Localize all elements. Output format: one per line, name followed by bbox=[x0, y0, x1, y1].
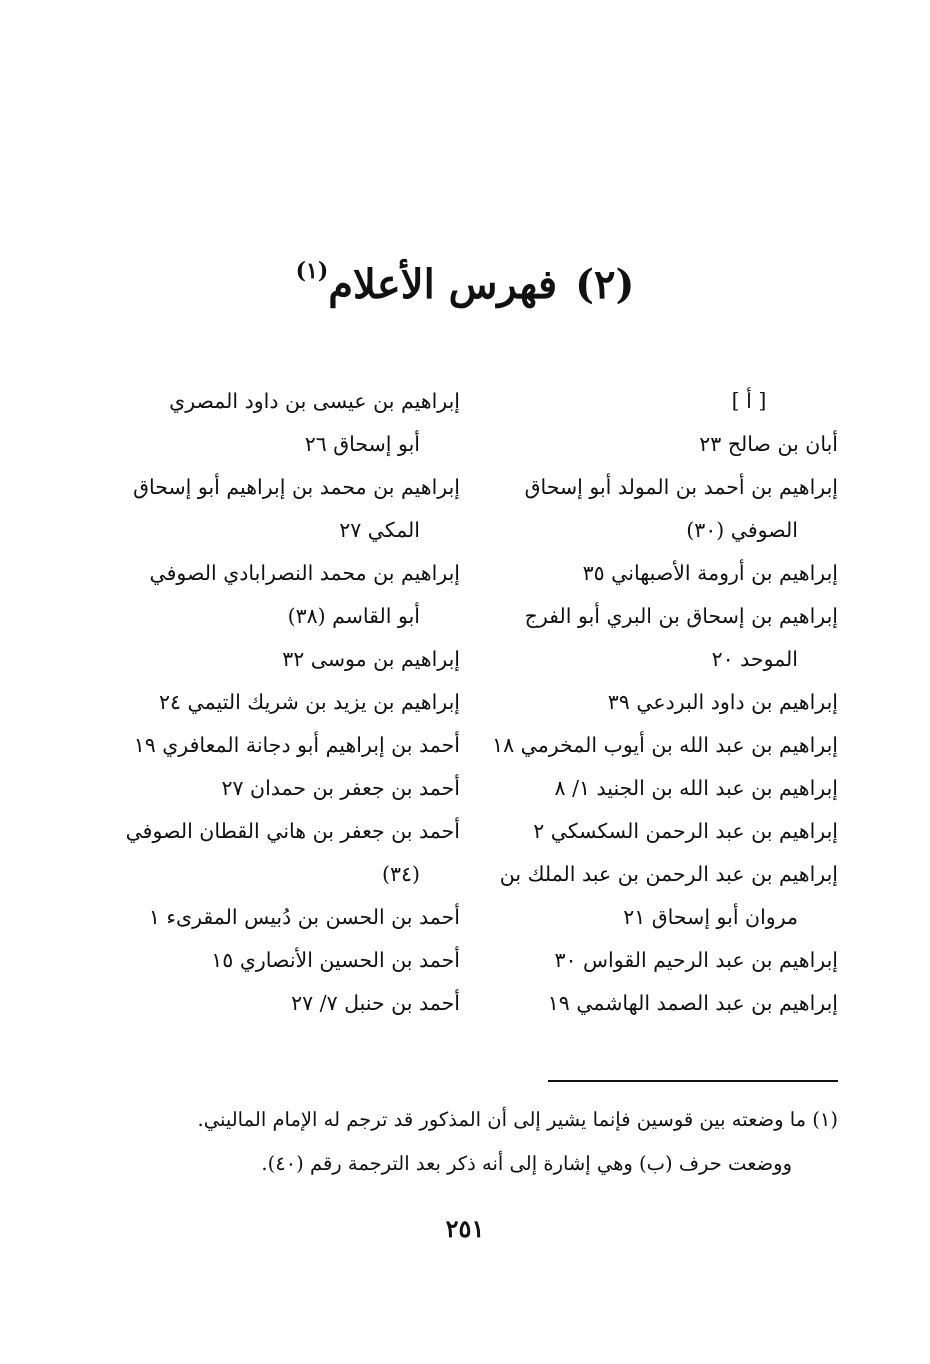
footnotes bbox=[98, 1098, 838, 1186]
index-entry: أبان بن صالح ٢٣ bbox=[699, 432, 838, 456]
index-entry: إبراهيم بن عبد الرحمن السكسكي ٢ bbox=[533, 819, 838, 843]
index-entry: إبراهيم بن محمد بن إبراهيم أبو إسحاق bbox=[133, 475, 460, 499]
index-entry: إبراهيم بن محمد النصرابادي الصوفي bbox=[149, 561, 460, 585]
index-entry: إبراهيم بن يزيد بن شريك التيمي ٢٤ bbox=[158, 690, 460, 714]
title-text: فهرس الأعلام bbox=[328, 261, 558, 308]
page-number: ٢٥١ bbox=[445, 1214, 485, 1243]
footnote-text-continuation: ووضعت حرف (ب) وهي إشارة إلى أنه ذكر بعد الترجمة رقم (٤٠). bbox=[261, 1152, 792, 1175]
index-entry: إبراهيم بن عيسى بن داود المصري bbox=[169, 389, 460, 413]
index-right-column bbox=[490, 380, 838, 1025]
index-entry-continuation: مروان أبو إسحاق ٢١ bbox=[623, 905, 798, 929]
index-entry-continuation: الصوفي (٣٠) bbox=[686, 518, 798, 542]
index-entry: إبراهيم بن إسحاق بن البري أبو الفرج bbox=[524, 604, 838, 628]
index-entry: أحمد بن حنبل ٧/ ٢٧ bbox=[291, 991, 460, 1015]
index-left-column bbox=[108, 380, 460, 1025]
index-entry: إبراهيم بن عبد الرحيم القواس ٣٠ bbox=[554, 948, 838, 972]
index-entry-continuation: المكي ٢٧ bbox=[339, 518, 420, 542]
index-entry-continuation: (٣٤) bbox=[381, 862, 420, 886]
footnote-text: (١) ما وضعته بين قوسين فإنما يشير إلى أن المذكور قد ترجم له الإمام الماليني. bbox=[197, 1108, 838, 1131]
title-footnote-ref: (١) bbox=[295, 258, 329, 284]
index-entry: إبراهيم بن داود البردعي ٣٩ bbox=[607, 690, 838, 714]
section-heading-alif: [ أ ] bbox=[731, 389, 767, 413]
index-entry: أحمد بن الحسن بن دُبيس المقرىء ١ bbox=[148, 905, 460, 929]
index-entry: أحمد بن جعفر بن حمدان ٢٧ bbox=[221, 776, 460, 800]
index-entry-continuation: أبو القاسم (٣٨) bbox=[287, 604, 420, 628]
index-entry: أحمد بن جعفر بن هاني القطان الصوفي bbox=[125, 819, 460, 843]
index-entry: أحمد بن إبراهيم أبو دجانة المعافري ١٩ bbox=[133, 733, 460, 757]
index-entry: إبراهيم بن عبد الله بن الجنيد ١/ ٨ bbox=[554, 776, 838, 800]
index-entry-continuation: الموحد ٢٠ bbox=[711, 647, 798, 671]
index-entry: إبراهيم بن أرومة الأصبهاني ٣٥ bbox=[582, 561, 838, 585]
index-entry: أحمد بن الحسين الأنصاري ١٥ bbox=[211, 948, 460, 972]
index-entry: إبراهيم بن أحمد بن المولد أبو إسحاق bbox=[524, 475, 838, 499]
index-entry: إبراهيم بن عبد الله بن أيوب المخرمي ١٨ bbox=[492, 733, 838, 757]
index-number: (٢) bbox=[575, 261, 635, 308]
index-entry-continuation: أبو إسحاق ٢٦ bbox=[304, 432, 420, 456]
index-entry: إبراهيم بن عبد الرحمن بن عبد الملك بن bbox=[499, 862, 838, 886]
index-entry: إبراهيم بن موسى ٣٢ bbox=[282, 647, 460, 671]
page-title bbox=[0, 258, 930, 308]
index-entry: إبراهيم بن عبد الصمد الهاشمي ١٩ bbox=[547, 991, 838, 1015]
footnote-divider bbox=[548, 1080, 838, 1082]
